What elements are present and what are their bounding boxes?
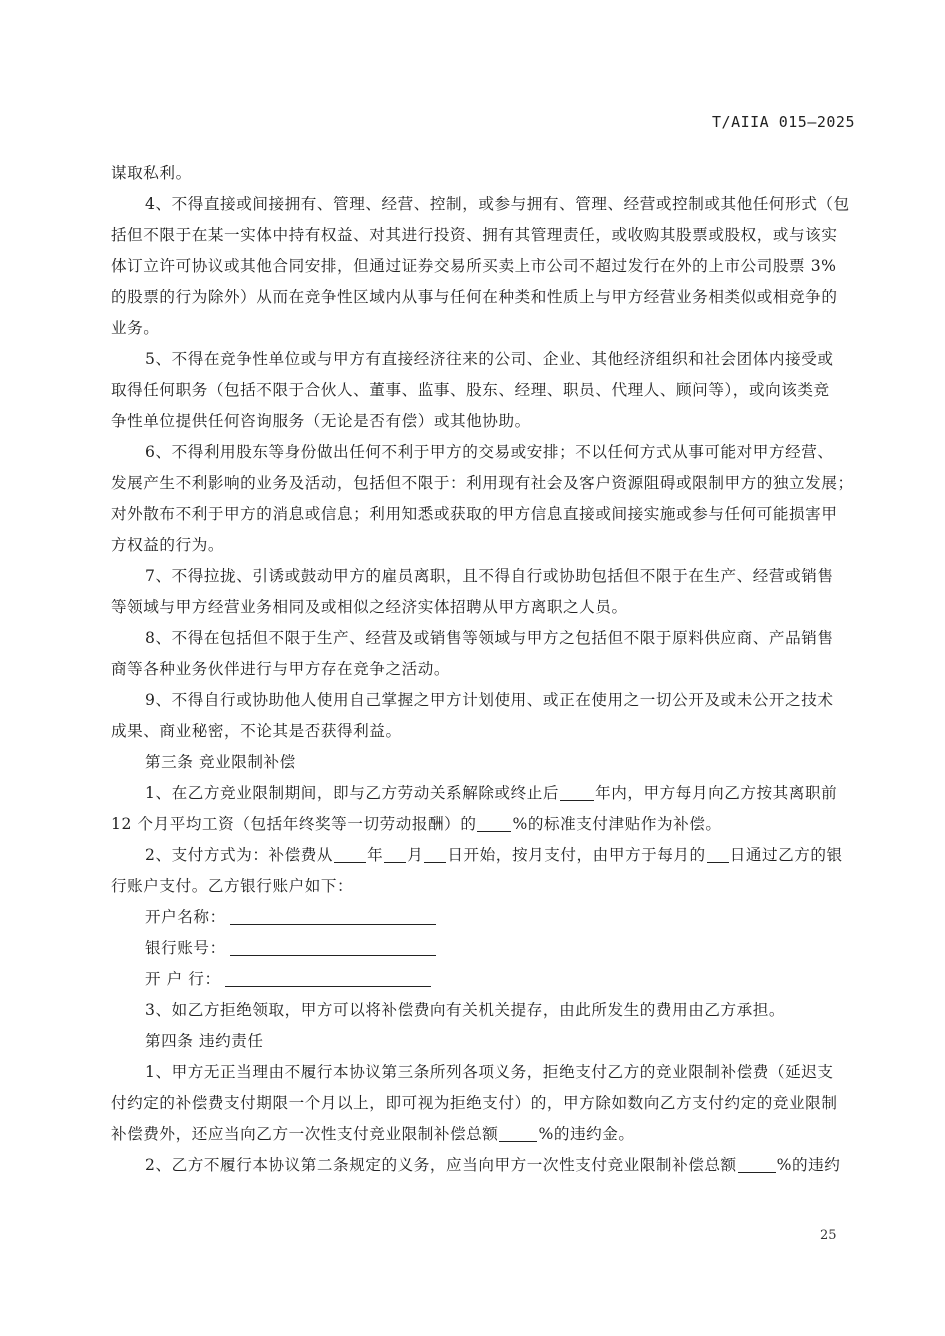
bank-account-number-row: [111, 933, 855, 964]
text-segment: %的违约: [776, 1156, 841, 1174]
paragraph-line: 业务。: [111, 319, 160, 337]
paragraph-line: 谋取私利。: [111, 164, 192, 182]
paragraph-line: 8、不得在包括但不限于生产、经营及或销售等领域与甲方之包括但不限于原料供应商、产品销售: [145, 629, 834, 647]
paragraph-line: 争性单位提供任何咨询服务（无论是否有偿）或其他协助。: [111, 412, 531, 430]
article-3-heading: 第三条 竞业限制补偿: [145, 753, 296, 771]
paragraph-line: 5、不得在竞争性单位或与甲方有直接经济往来的公司、企业、其他经济组织和社会团体内接受或: [145, 350, 834, 368]
paragraph-line: 发展产生不利影响的业务及活动，包括但不限于：利用现有社会及客户资源阻碍或限制甲方的独立发展；: [111, 474, 854, 492]
text-segment: 补偿费外，还应当向乙方一次性支付竞业限制补偿总额: [111, 1125, 499, 1143]
article-4-item-1-line-1: 1、甲方无正当理由不履行本协议第三条所列各项义务，拒绝支付乙方的竞业限制补偿费（延迟支: [145, 1063, 834, 1081]
penalty-percent-blank[interactable]: [738, 1155, 776, 1173]
paragraph-line: 成果、商业秘密，不论其是否获得利益。: [111, 722, 402, 740]
bank-branch-row: [111, 964, 855, 995]
article-4-item-1-line-2: 付约定的补偿费支付期限一个月以上，即可视为拒绝支付）的，甲方除如数向乙方支付约定的竞业限制: [111, 1094, 838, 1112]
paragraph-line: 的股票的行为除外）从而在竞争性区域内从事与任何在种类和性质上与甲方经营业务相类似或相竞争的: [111, 288, 838, 306]
text-segment: %的标准支付津贴作为补偿。: [512, 815, 722, 833]
bank-account-name-field[interactable]: [230, 907, 436, 925]
bank-branch-field[interactable]: [225, 969, 431, 987]
day-blank[interactable]: [424, 845, 446, 863]
years-blank[interactable]: [560, 783, 594, 801]
month-blank[interactable]: [384, 845, 406, 863]
bank-account-name-label: 开户名称：: [145, 908, 226, 926]
bank-account-number-field[interactable]: [230, 938, 436, 956]
text-segment: 日通过乙方的银: [729, 846, 843, 864]
text-segment: 1、在乙方竞业限制期间，即与乙方劳动关系解除或终止后: [145, 784, 560, 802]
document-body: [111, 158, 855, 1181]
text-segment: 日开始，按月支付，由甲方于每月的: [447, 846, 706, 864]
article-3-item-1-line-2: [111, 809, 855, 840]
paragraph-line: 等领域与甲方经营业务相同及或相似之经济实体招聘从甲方离职之人员。: [111, 598, 628, 616]
paragraph-line: 方权益的行为。: [111, 536, 225, 554]
text-segment: 2、支付方式为：补偿费从: [145, 846, 334, 864]
year-blank[interactable]: [334, 845, 366, 863]
text-segment: 2、乙方不履行本协议第二条规定的义务，应当向甲方一次性支付竞业限制补偿总额: [145, 1156, 737, 1174]
paragraph-line: 括但不限于在某一实体中持有权益、对其进行投资、拥有其管理责任，或收购其股票或股权，或与该实: [111, 226, 838, 244]
penalty-percent-blank[interactable]: [499, 1124, 537, 1142]
article-4-heading: 第四条 违约责任: [145, 1032, 264, 1050]
article-4-item-2-line-1: [111, 1150, 855, 1181]
paragraph-line: 6、不得利用股东等身份做出任何不利于甲方的交易或安排；不以任何方式从事可能对甲方经营、: [145, 443, 834, 461]
paragraph-line: 取得任何职务（包括不限于合伙人、董事、监事、股东、经理、职员、代理人、顾问等），或向该类竞: [111, 381, 830, 399]
paragraph-line: 商等各种业务伙伴进行与甲方存在竞争之活动。: [111, 660, 451, 678]
text-segment: 年: [367, 846, 384, 864]
article-3-item-2-line-1: [111, 840, 855, 871]
article-3-item-3: 3、如乙方拒绝领取，甲方可以将补偿费向有关机关提存，由此所发生的费用由乙方承担。: [145, 1001, 786, 1019]
bank-account-number-label: 银行账号：: [145, 939, 226, 957]
paragraph-line: 9、不得自行或协助他人使用自己掌握之甲方计划使用、或正在使用之一切公开及或未公开之技术: [145, 691, 834, 709]
paragraph-line: 7、不得拉拢、引诱或鼓动甲方的雇员离职，且不得自行或协助包括但不限于在生产、经营或销售: [145, 567, 834, 585]
text-segment: 月: [407, 846, 424, 864]
article-4-item-1-line-3: [111, 1119, 855, 1150]
text-segment: 年内，甲方每月向乙方按其离职前: [595, 784, 838, 802]
paragraph-line: 4、不得直接或间接拥有、管理、经营、控制，或参与拥有、管理、经营或控制或其他任何形式（包: [145, 195, 850, 213]
payday-blank[interactable]: [707, 845, 729, 863]
standard-code-header: T/AIIA 015—2025: [712, 113, 855, 131]
text-segment: %的违约金。: [538, 1125, 635, 1143]
bank-account-name-row: [111, 902, 855, 933]
paragraph-line: 体订立许可协议或其他合同安排，但通过证券交易所买卖上市公司不超过发行在外的上市公司股票 3%: [111, 257, 837, 275]
article-3-item-1-line-1: [111, 778, 855, 809]
text-segment: 12 个月平均工资（包括年终奖等一切劳动报酬）的: [111, 815, 477, 833]
page-number: 25: [820, 1228, 837, 1243]
bank-branch-label: 开 户 行：: [145, 970, 221, 988]
paragraph-line: 对外散布不利于甲方的消息或信息；利用知悉或获取的甲方信息直接或间接实施或参与任何可能损害甲: [111, 505, 838, 523]
article-3-item-2-line-2: 行账户支付。乙方银行账户如下：: [111, 877, 354, 895]
percent-blank[interactable]: [477, 814, 511, 832]
